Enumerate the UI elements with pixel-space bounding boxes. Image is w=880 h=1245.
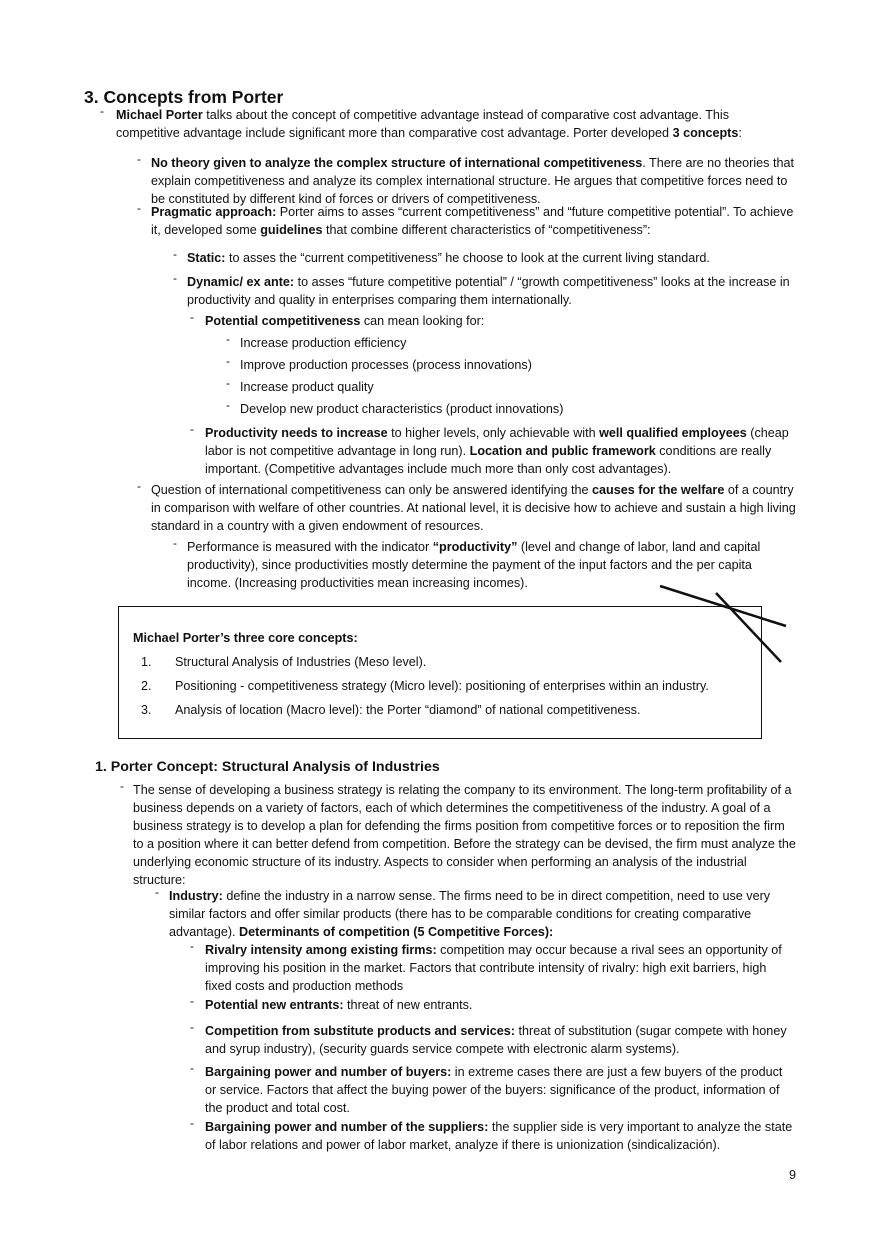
dash-bullet-icon: - xyxy=(190,1020,194,1034)
dash-bullet-icon: - xyxy=(190,422,194,436)
bold-text: guidelines xyxy=(260,223,323,237)
text: Porter aims to asses “current competitiveness” and “future competitive potential”. To achieve it, developed some xyxy=(151,205,794,237)
text: define the industry in a narrow sense. The firms need to be in direct competition, need to use very similar factors and offer similar products (there has to be comparable conditions for creating comparative advantage). xyxy=(169,889,771,939)
dash-bullet-icon: - xyxy=(226,376,230,390)
bold-text: Static: xyxy=(187,251,226,265)
dash-bullet-icon: - xyxy=(190,1061,194,1075)
bold-text: 3 concepts xyxy=(672,126,739,140)
text: that combine different characteristics of “competitiveness”: xyxy=(322,223,651,237)
dash-bullet-icon: - xyxy=(173,271,177,285)
dash-bullet-icon: - xyxy=(100,104,104,118)
text: The sense of developing a business strategy is relating the company to its environment. The long-term profitability of a business depends on a variety of factors, each of which determines the competitiveness of the industry. A goal of a business strategy is to develop a plan for defending the firms position from competitive forces or to reposition the firm to a position where it can better defend from competition. Before the strategy can be devised, the firm must analyze the underlying economic structure of its industry. Aspects to consider when performing an analysis of the industrial structure: xyxy=(133,783,796,887)
dash-bullet-icon: - xyxy=(226,354,230,368)
text: to asses the “current competitiveness” he choose to look at the current living standard. xyxy=(225,251,710,265)
dash-bullet-icon: - xyxy=(173,247,177,261)
dash-bullet-icon: - xyxy=(190,994,194,1008)
text: (level and change of labor, land and capital productivity), since productivities mostly determine the payment of the input factors and the per capita income. (Increasing productivities mean increasing incomes). xyxy=(187,540,761,590)
box-title: Michael Porter’s three core concepts: xyxy=(133,631,358,645)
core-concepts-box xyxy=(118,606,762,739)
dash-bullet-icon: - xyxy=(226,398,230,412)
item-text: Structural Analysis of Industries (Meso level). xyxy=(175,655,427,669)
bold-text: Potential new entrants: xyxy=(205,998,344,1012)
bold-text: Industry: xyxy=(169,889,223,903)
bold-text: No theory given to analyze the complex structure of international competitiveness xyxy=(151,156,643,170)
bold-text: Location and public framework xyxy=(469,444,656,458)
bullet-item xyxy=(190,939,796,995)
text: threat of new entrants. xyxy=(343,998,473,1012)
text: Question of international competitiveness can only be answered identifying the xyxy=(151,483,593,497)
item-number: 3. xyxy=(141,703,152,717)
subsection-heading: 1. Porter Concept: Structural Analysis of Industries xyxy=(95,759,440,775)
item-number: 2. xyxy=(141,679,152,693)
item-text: Analysis of location (Macro level): the Porter “diamond” of national competitiveness. xyxy=(175,703,641,717)
bold-text: Determinants of competition (5 Competitive Forces): xyxy=(239,925,554,939)
text: (cheap labor is not competitive advantage in long run). xyxy=(205,426,789,458)
text: to asses “future competitive potential” / “growth competitiveness” looks at the increase in productivity and quality in enterprises comparing them internationally. xyxy=(187,275,790,307)
dash-bullet-icon: - xyxy=(137,152,141,166)
text: competition may occur because a rival sees an opportunity of improving his position in the market. Factors that contribute intensity of rivalry: high exit barriers, high fixed costs and production methods xyxy=(205,943,782,993)
text: Increase production efficiency xyxy=(240,336,407,350)
bold-text: Michael Porter xyxy=(116,108,203,122)
text: conditions are really important. (Competitive advantages include much more than only cost advantages). xyxy=(205,444,772,476)
text: . There are no theories that explain competitiveness and analyze its complex international structure. He argues that competitive forces need to be constituted by different kind of forces or drivers of competitiveness. xyxy=(151,156,794,206)
dash-bullet-icon: - xyxy=(155,885,159,899)
text: the supplier side is very important to analyze the state of labor relations and power of labor market, analyze if there is unionization (sindicalización). xyxy=(205,1120,793,1152)
text: Develop new product characteristics (product innovations) xyxy=(240,402,564,416)
dash-bullet-icon: - xyxy=(226,332,230,346)
text: of a country in comparison with welfare of other countries. At national level, it is decisive how to achieve and sustain a high living standard in a country with a given endowment of resources. xyxy=(151,483,796,533)
dash-bullet-icon: - xyxy=(190,1116,194,1130)
bold-text: Dynamic/ ex ante: xyxy=(187,275,295,289)
text: Performance is measured with the indicator xyxy=(187,540,433,554)
dash-bullet-icon: - xyxy=(173,536,177,550)
bold-text: Bargaining power and number of buyers: xyxy=(205,1065,452,1079)
bold-text: Productivity needs to increase xyxy=(205,426,388,440)
item-number: 1. xyxy=(141,655,152,669)
text: in extreme cases there are just a few buyers of the product or service. Factors that affect the buying power of the buyers: significance of the product, information of the product and total cost. xyxy=(205,1065,783,1115)
bullet-item xyxy=(190,994,796,1014)
bold-text: Pragmatic approach: xyxy=(151,205,277,219)
text: threat of substitution (sugar compete with honey and syrup industry), (security guards service compete with electronic alarm systems). xyxy=(205,1024,787,1056)
dash-bullet-icon: - xyxy=(137,201,141,215)
bold-text: well qualified employees xyxy=(599,426,747,440)
bold-text: “productivity” xyxy=(432,540,518,554)
text: can mean looking for: xyxy=(360,314,485,328)
dash-bullet-icon: - xyxy=(190,939,194,953)
bold-text: Rivalry intensity among existing firms: xyxy=(205,943,437,957)
box-item xyxy=(141,701,641,719)
dash-bullet-icon: - xyxy=(120,779,124,793)
dash-bullet-icon: - xyxy=(190,310,194,324)
dash-bullet-icon: - xyxy=(137,479,141,493)
text: to higher levels, only achievable with xyxy=(387,426,600,440)
item-text: Positioning - competitiveness strategy (Micro level): positioning of enterprises within an industry. xyxy=(175,679,709,693)
bold-text: Competition from substitute products and services: xyxy=(205,1024,515,1038)
bold-text: Potential competitiveness xyxy=(205,314,361,328)
text: Increase product quality xyxy=(240,380,374,394)
page-number: 9 xyxy=(789,1168,797,1182)
bullet-item xyxy=(190,1116,796,1154)
text: Improve production processes (process innovations) xyxy=(240,358,532,372)
bold-text: Bargaining power and number of the suppliers: xyxy=(205,1120,489,1134)
bullet-item xyxy=(190,1061,796,1117)
bullet-item xyxy=(190,1020,796,1058)
box-item xyxy=(141,677,709,695)
bold-text: causes for the welfare xyxy=(592,483,725,497)
text: : xyxy=(738,126,742,140)
text: talks about the concept of competitive advantage instead of comparative cost advantage. This competitive advantage include significant more than comparative cost advantage. Porter developed xyxy=(116,108,730,140)
bullet-item xyxy=(155,885,796,941)
bullet-item xyxy=(120,779,796,889)
section-heading: 3. Concepts from Porter xyxy=(84,87,284,107)
box-item xyxy=(141,653,427,671)
